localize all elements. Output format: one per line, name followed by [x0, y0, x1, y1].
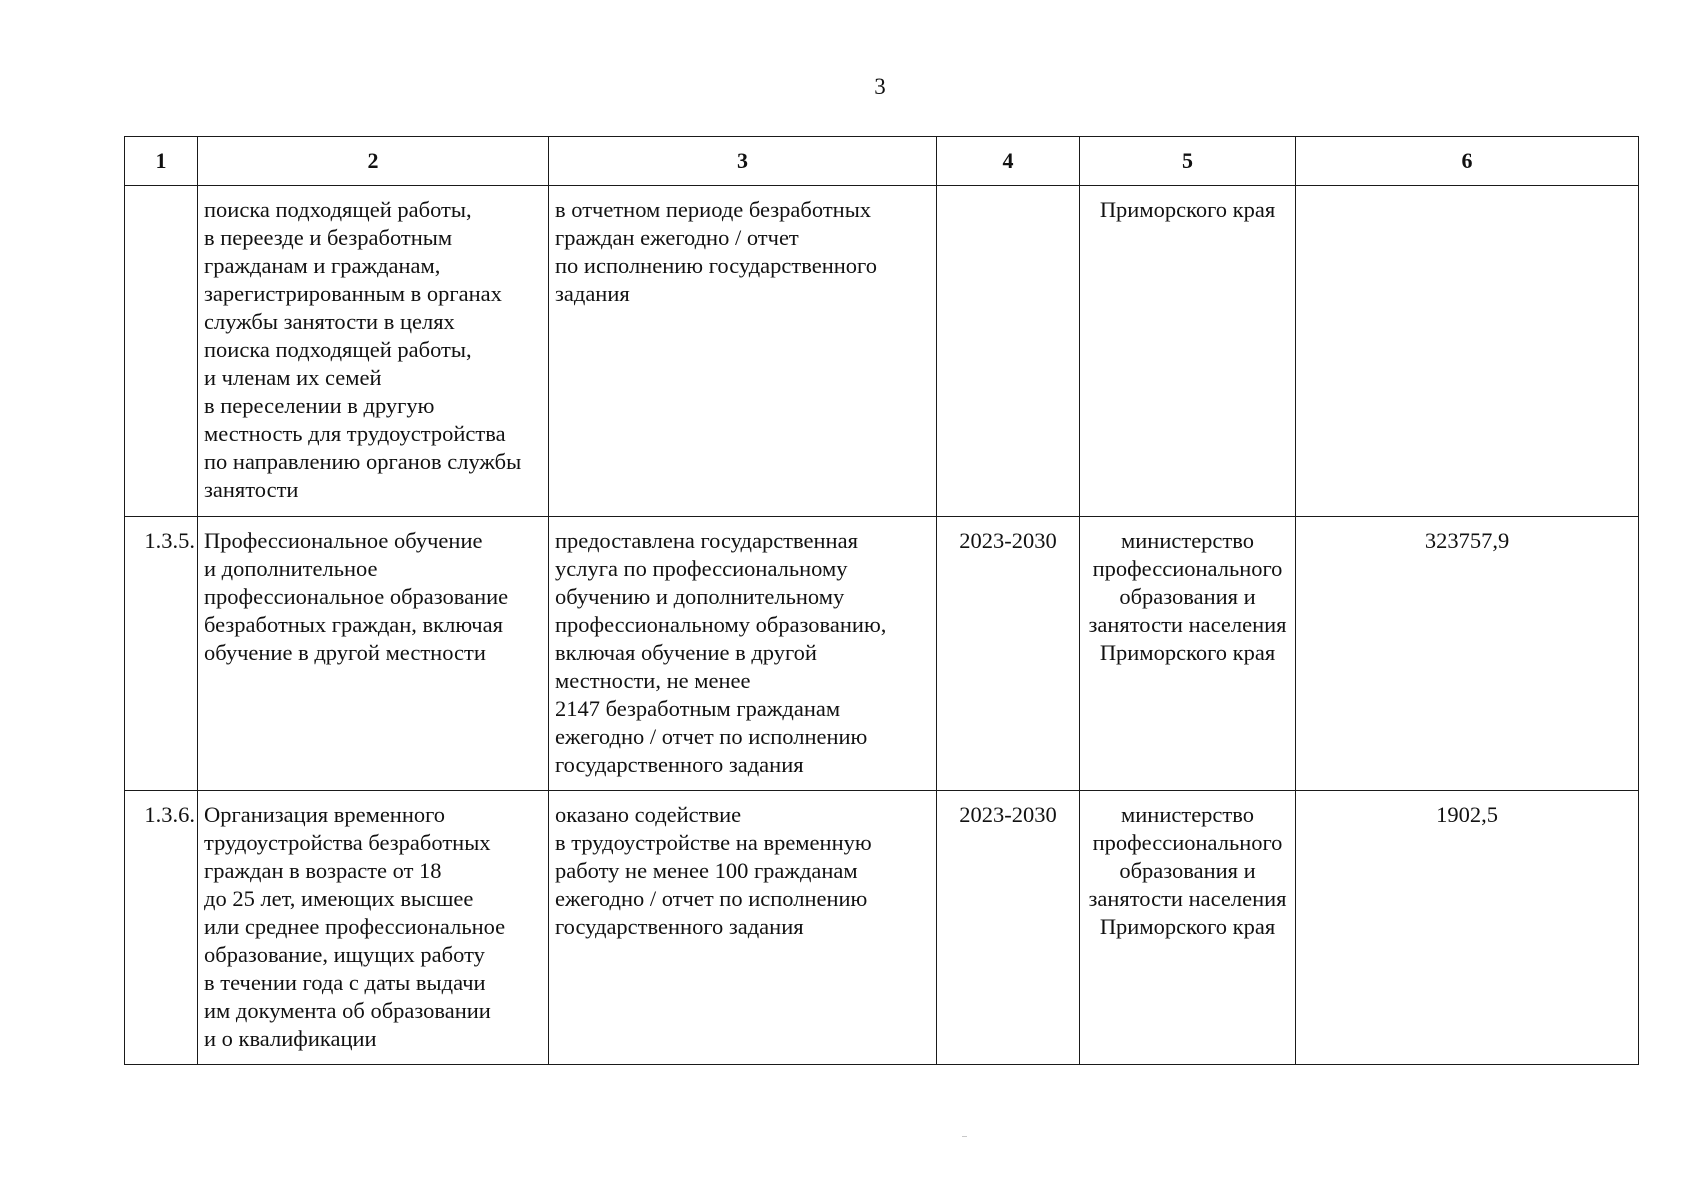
- activity-result: оказано содействие в трудоустройстве на временную работу не менее 100 гражданам ежегодно / отчет по исполнению государственного задания: [555, 802, 872, 939]
- page-number: 3: [874, 74, 886, 99]
- cell-item-number: [125, 186, 198, 517]
- table-header-row: [125, 137, 1639, 186]
- table-row-1-3-6: [125, 791, 1639, 1065]
- activity-executor: Приморского края: [1099, 197, 1276, 222]
- column-header-3: 3: [549, 137, 937, 186]
- column-header-5: 5: [1080, 137, 1296, 186]
- activity-amount: 323757,9: [1424, 528, 1510, 553]
- cell-executor: [1080, 186, 1296, 517]
- activity-period: [937, 186, 1079, 196]
- column-header-1: 1: [125, 137, 198, 186]
- cell-result: [549, 791, 937, 1065]
- program-activities-table: [124, 136, 1639, 1065]
- cell-period: [937, 186, 1080, 517]
- cell-executor: [1080, 791, 1296, 1065]
- cell-activity: [198, 791, 549, 1065]
- activity-name: Профессиональное обучение и дополнительное профессиональное образование безработных граждан, включая обучение в другой местности: [204, 528, 509, 665]
- activity-period: 2023-2030: [959, 528, 1057, 553]
- cell-result: [549, 517, 937, 791]
- cell-period: [937, 791, 1080, 1065]
- column-header-4: 4: [937, 137, 1080, 186]
- column-header-2: 2: [198, 137, 549, 186]
- table-row-continuation: [125, 186, 1639, 517]
- cell-amount: [1296, 791, 1639, 1065]
- activity-name: поиска подходящей работы, в переезде и безработным гражданам и гражданам, зарегистрированным в органах службы занятости в целях поиска подходящей работы, и членам их семей в переселении в другую местность для трудоустройства по направлению органов службы занятости: [204, 197, 522, 502]
- item-number: 1.3.6.: [144, 802, 195, 827]
- cell-activity: [198, 186, 549, 517]
- activity-amount: [1296, 186, 1638, 196]
- cell-period: [937, 517, 1080, 791]
- cell-item-number: [125, 791, 198, 1065]
- scan-artifact: [962, 1136, 967, 1137]
- cell-amount: [1296, 517, 1639, 791]
- activity-amount: 1902,5: [1436, 802, 1498, 827]
- activity-result: предоставлена государственная услуга по профессиональному обучению и дополнительному профессиональному образованию, включая обучение в другой местности, не менее 2147 безработным гражданам ежегодно / отчет по исполнению государственного задания: [555, 528, 887, 777]
- column-header-6: 6: [1296, 137, 1639, 186]
- activity-executor: министерство профессионального образования и занятости населения Приморского края: [1088, 528, 1287, 665]
- item-number: [125, 186, 197, 196]
- cell-amount: [1296, 186, 1639, 517]
- cell-activity: [198, 517, 549, 791]
- activity-executor: министерство профессионального образования и занятости населения Приморского края: [1088, 802, 1287, 939]
- activity-period: 2023-2030: [959, 802, 1057, 827]
- cell-item-number: [125, 517, 198, 791]
- cell-executor: [1080, 517, 1296, 791]
- activity-name: Организация временного трудоустройства безработных граждан в возрасте от 18 до 25 лет, имеющих высшее или среднее профессиональное образование, ищущих работу в течении года с даты выдачи им документа об образовании и о квалификации: [204, 802, 506, 1051]
- cell-result: [549, 186, 937, 517]
- activity-result: в отчетном периоде безработных граждан ежегодно / отчет по исполнению государственного задания: [555, 197, 877, 306]
- table-row-1-3-5: [125, 517, 1639, 791]
- item-number: 1.3.5.: [144, 528, 195, 553]
